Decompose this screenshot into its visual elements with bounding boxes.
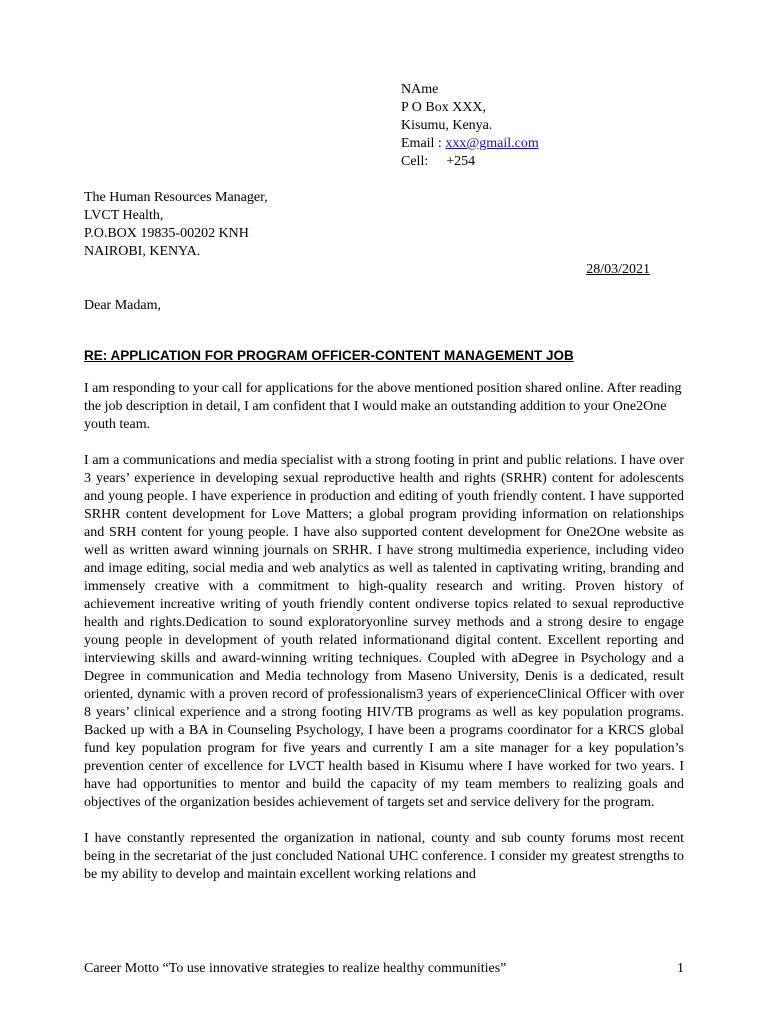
- sender-address-block: [401, 81, 539, 171]
- email-link[interactable]: xxx@gmail.com: [445, 136, 539, 151]
- recipient-address-block: [84, 189, 268, 261]
- recipient-city: NAIROBI, KENYA.: [84, 244, 201, 259]
- sender-city: Kisumu, Kenya.: [401, 118, 493, 133]
- cell-label: Cell:: [401, 154, 429, 169]
- salutation: Dear Madam,: [84, 298, 161, 313]
- sender-email-line: [401, 135, 539, 153]
- letter-body: [84, 380, 684, 902]
- body-paragraph-1: I am responding to your call for applications for the above mentioned position shared online. After reading the job description in detail, I am confident that I would make an outstanding addition to your One2One youth team.: [84, 381, 682, 432]
- sender-name: NAme: [401, 82, 439, 97]
- subject-line: RE: APPLICATION FOR PROGRAM OFFICER-CONTENT MANAGEMENT JOB: [84, 348, 574, 363]
- page-footer: [84, 960, 684, 978]
- recipient-title: The Human Resources Manager,: [84, 190, 268, 205]
- recipient-po-box: P.O.BOX 19835-00202 KNH: [84, 226, 249, 241]
- body-paragraph-3: I have constantly represented the organization in national, county and sub county forums most recent being in the secretariat of the just concluded National UHC conference. I consider my greatest strengths to be my ability to develop and maintain excellent working relations and: [84, 831, 684, 882]
- career-motto: Career Motto “To use innovative strategies to realize healthy communities”: [84, 961, 507, 976]
- cell-value: +254: [446, 154, 476, 169]
- recipient-organization: LVCT Health,: [84, 208, 164, 223]
- page-number: 1: [677, 961, 684, 976]
- sender-cell-line: [401, 153, 539, 171]
- sender-po-box: P O Box XXX,: [401, 100, 487, 115]
- email-label: Email :: [401, 136, 446, 151]
- body-paragraph-2: I am a communications and media specialist with a strong footing in print and public relations. I have over 3 years’ experience in developing sexual reproductive health and rights (SRHR) content for adolescents and young people. I have experience in production and editing of youth friendly content. I have supported SRHR content development for Love Matters; a global program providing information on relationships and SRH content for young people. I have also supported content development for One2One website as well as written award winning journals on SRHR. I have strong multimedia experience, including video and image editing, social media and web analytics as well as talented in captivating writing, branding and immensely creative with a commitment to high-quality research and writing. Proven history of achievement increative writing of youth friendly content ondiverse topics related to sexual reproductive health and rights.Dedication to sound exploratoryonline survey methods and a strong desire to engage young people in development of youth related informationand digital content. Excellent reporting and interviewing skills and award-winning writing techniques. Coupled with aDegree in Psychology and a Degree in communication and Media technology from Maseno University, Denis is a dedicated, result oriented, dynamic with a proven record of professionalism3 years of experienceClinical Officer with over 8 years’ clinical experience and a strong footing HIV/TB programs as well as key population programs. Backed up with a BA in Counseling Psychology, I have been a programs coordinator for a KRCS global fund key population program for five years and currently I am a site manager for a key population’s prevention center of excellence for LVCT health based in Kisumu where I have worked for two years. I have had opportunities to mentor and build the capacity of my team members to realizing goals and objectives of the organization besides achievement of targets set and service delivery for the program.: [84, 453, 684, 810]
- letter-date: 28/03/2021: [586, 262, 650, 277]
